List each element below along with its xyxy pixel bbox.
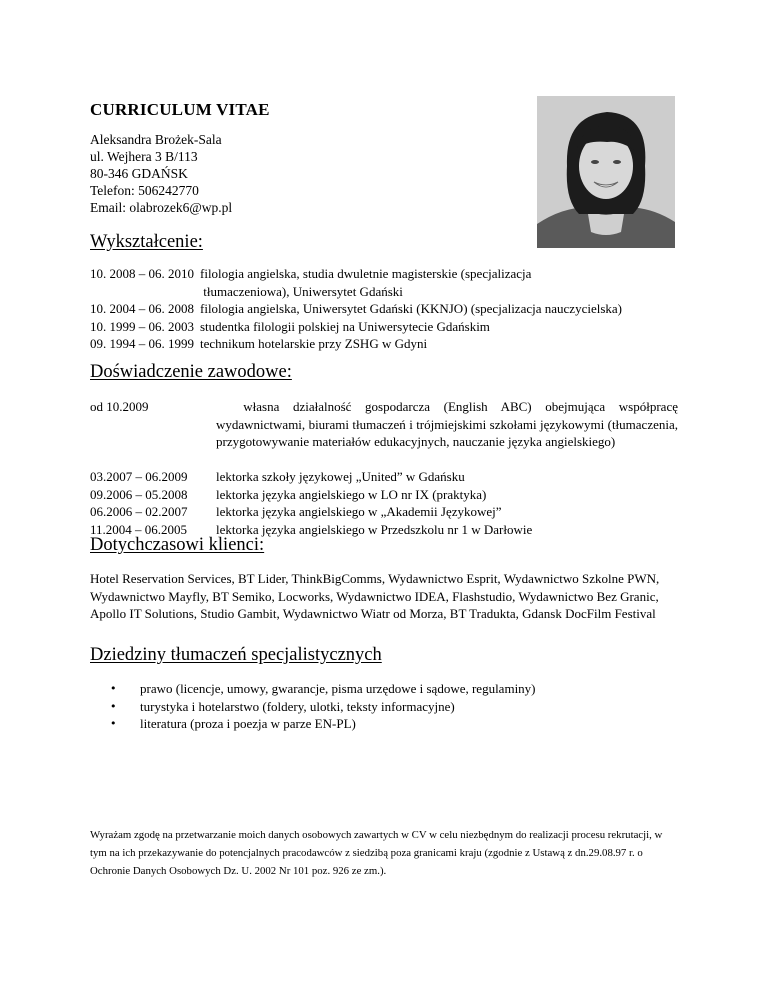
list-item (110, 715, 536, 733)
education-row (90, 265, 622, 283)
experience-list (90, 398, 680, 538)
email: Email: olabrozek6@wp.pl (90, 200, 233, 215)
experience-dates: 09.2006 – 05.2008 (90, 486, 188, 502)
education-text: filologia angielska, Uniwersytet Gdański (KKNJO) (specjalizacja nauczycielska) (200, 301, 622, 316)
education-text: technikum hotelarskie przy ZSHG w Gdyni (200, 336, 428, 351)
full-name: Aleksandra Brożek-Sala (90, 132, 222, 147)
list-item (110, 698, 536, 716)
profile-photo (537, 96, 675, 248)
specialization-text: prawo (licencje, umowy, gwarancje, pisma urzędowe i sądowe, regulaminy) (140, 681, 536, 696)
education-text: filologia angielska, studia dwuletnie magisterskie (specjalizacja (200, 266, 532, 281)
education-text: tłumaczeniowa), Uniwersytet Gdański (200, 283, 403, 299)
specialization-text: turystyka i hotelarstwo (foldery, ulotki, teksty informacyjne) (140, 698, 455, 714)
specialization-text: literatura (proza i poezja w parze EN-PL) (140, 716, 356, 731)
city: 80-346 GDAŃSK (90, 166, 188, 181)
experience-row (90, 503, 680, 521)
education-row (90, 300, 622, 318)
experience-text: lektorka języka angielskiego w LO nr IX (praktyka) (216, 486, 487, 502)
phone: Telefon: 506242770 (90, 183, 199, 198)
experience-heading: Doświadczenie zawodowe: (90, 362, 292, 382)
education-row (90, 283, 622, 301)
document-title: CURRICULUM VITAE (90, 100, 270, 119)
experience-text: lektorka szkoły językowej „United” w Gdańsku (216, 469, 465, 484)
education-dates (90, 283, 200, 301)
experience-text: lektorka języka angielskiego w Przedszkolu nr 1 w Darłowie (216, 521, 533, 537)
experience-row (90, 398, 680, 451)
education-row (90, 335, 622, 353)
list-item (110, 680, 536, 698)
contact-block (90, 131, 232, 216)
specializations-heading: Dziedziny tłumaczeń specjalistycznych (90, 645, 382, 665)
education-heading: Wykształcenie: (90, 232, 203, 252)
bullet-icon: • (110, 699, 117, 713)
education-text: studentka filologii polskiej na Uniwersytecie Gdańskim (200, 318, 490, 334)
experience-dates: 06.2006 – 02.2007 (90, 504, 188, 519)
clients-heading: Dotychczasowi klienci: (90, 535, 265, 555)
street-address: ul. Wejhera 3 B/113 (90, 149, 198, 164)
education-list (90, 265, 622, 353)
specializations-list (110, 680, 536, 733)
experience-text: własna działalność gospodarcza (English ABC) obejmująca współpracę wydawnictwami, biurami tłumaczeń i trójmiejskimi szkołami językowymi (tłumaczenia, przygotowywanie materiałów edukacyjnych, nauczanie języka angielskiego) (216, 399, 682, 449)
experience-row (90, 486, 680, 504)
experience-dates: od 10.2009 (90, 399, 149, 414)
consent-clause: Wyrażam zgodę na przetwarzanie moich danych osobowych zawartych w CV w celu niezbędnym do realizacji procesu rekrutacji, w tym na ich przekazywanie do potencjalnych pracodawców z siedzibą poza granicami kraju (zgodnie z Ustawą z dn.29.08.97 r. o Ochronie Danych Osobowych Dz. U. 2002 Nr 101 poz. 926 ze zm.). (90, 829, 663, 877)
bullet-icon: • (110, 717, 117, 730)
clients-text: Hotel Reservation Services, BT Lider, ThinkBigComms, Wydawnictwo Esprit, Wydawnictwo Szkolne PWN, Wydawnictwo Mayfly, BT Semiko, Locworks, Wydawnictwo IDEA, Flashstudio, Wydawnictwo Bez Granic, Apollo IT Solutions, Studio Gambit, Wydawnictwo Wiatr od Morza, BT Tradukta, Gdansk DocFilm Festival (90, 571, 660, 621)
education-dates: 10. 2008 – 06. 2010 (90, 266, 194, 281)
experience-dates: 03.2007 – 06.2009 (90, 469, 188, 484)
education-dates: 10. 1999 – 06. 2003 (90, 318, 194, 334)
education-row (90, 318, 622, 336)
education-dates: 09. 1994 – 06. 1999 (90, 336, 194, 351)
experience-text: lektorka języka angielskiego w „Akademii Językowej” (216, 504, 502, 519)
bullet-icon: • (110, 682, 117, 695)
experience-row (90, 468, 680, 486)
experience-dates: 11.2004 – 06.2005 (90, 521, 188, 537)
education-dates: 10. 2004 – 06. 2008 (90, 301, 194, 316)
